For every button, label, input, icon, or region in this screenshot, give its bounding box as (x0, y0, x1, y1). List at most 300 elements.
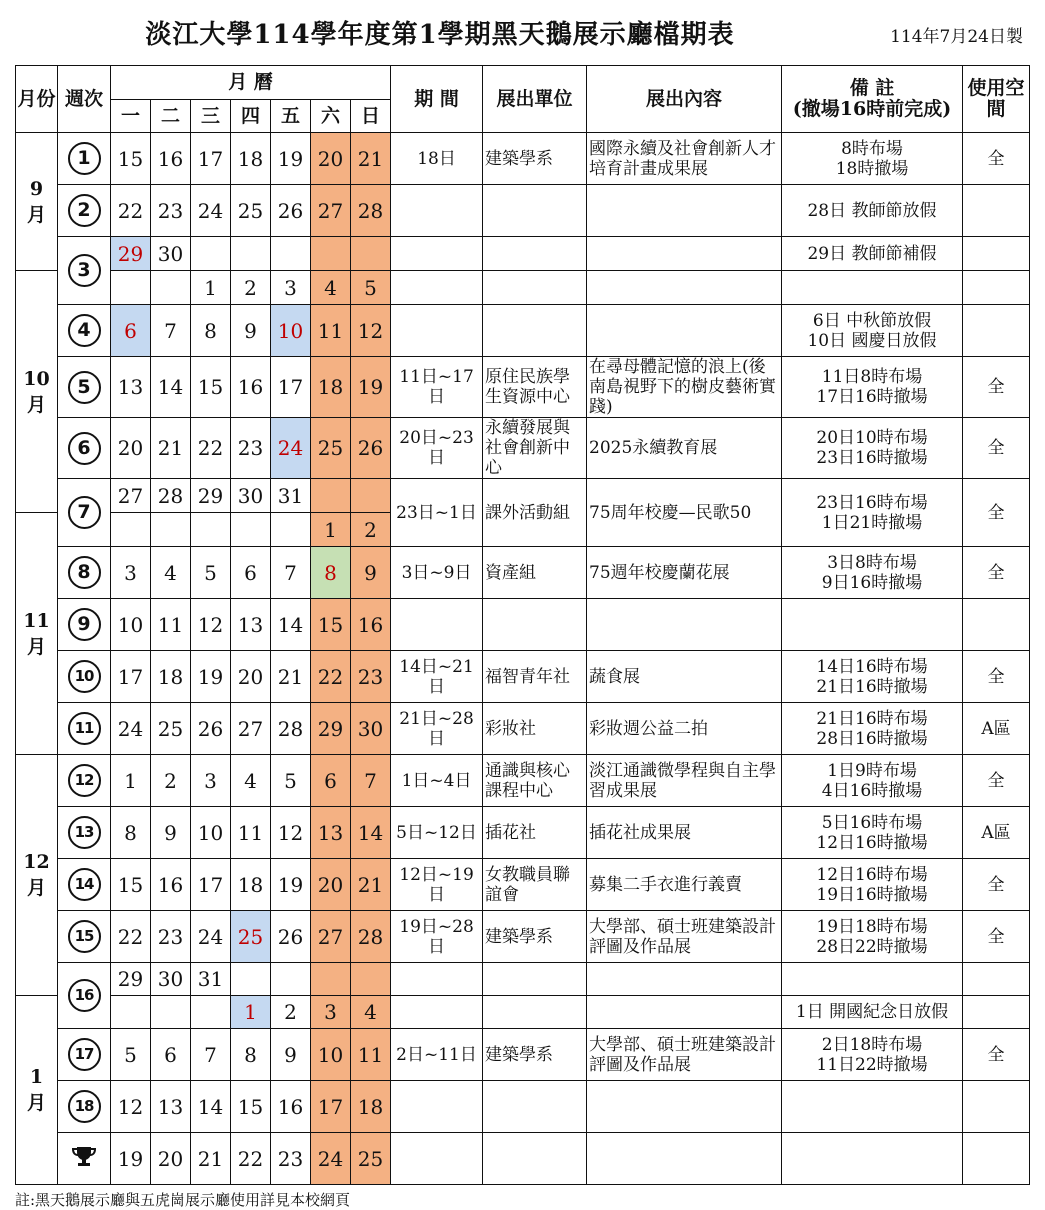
calendar-day: 11 (231, 807, 271, 859)
calendar-day: 16 (231, 357, 271, 418)
table-row (16, 755, 1030, 807)
week-number: 18 (68, 1090, 101, 1123)
space-cell: 全 (963, 357, 1030, 418)
space-cell (963, 305, 1030, 357)
week-cell (58, 599, 111, 651)
calendar-day: 7 (191, 1029, 231, 1081)
week-cell (58, 1081, 111, 1133)
week-cell (58, 547, 111, 599)
calendar-day (191, 237, 231, 271)
calendar-day: 3 (191, 755, 231, 807)
calendar-day: 18 (351, 1081, 391, 1133)
calendar-day (191, 996, 231, 1029)
calendar-day: 14 (191, 1081, 231, 1133)
calendar-day: 26 (351, 418, 391, 479)
calendar-day: 1 (191, 271, 231, 305)
calendar-day: 11 (351, 1029, 391, 1081)
period-cell (391, 271, 483, 305)
week-number: 7 (68, 496, 101, 529)
remark-cell: 21日16時布場 28日16時撤場 (782, 703, 963, 755)
calendar-day: 22 (311, 651, 351, 703)
week-cell (58, 859, 111, 911)
week-cell (58, 755, 111, 807)
unit-cell (483, 996, 587, 1029)
calendar-day: 11 (311, 305, 351, 357)
calendar-day (111, 513, 151, 547)
remark-cell (782, 599, 963, 651)
calendar-day (231, 963, 271, 996)
month-cell (16, 513, 58, 755)
calendar-day: 10 (191, 807, 231, 859)
footnote: 註:黑天鵝展示廳與五虎崗展示廳使用詳見本校網頁 (15, 1191, 351, 1209)
week-cell (58, 911, 111, 963)
calendar-day: 7 (351, 755, 391, 807)
week-number: 12 (68, 764, 101, 797)
calendar-day: 26 (271, 185, 311, 237)
calendar-day: 9 (231, 305, 271, 357)
week-cell (58, 305, 111, 357)
space-cell: A區 (963, 807, 1030, 859)
calendar-day: 31 (191, 963, 231, 996)
calendar-day: 23 (231, 418, 271, 479)
weekday-header: 四 (231, 100, 271, 133)
content-cell: 大學部、碩士班建築設計評圖及作品展 (587, 1029, 782, 1081)
remark-cell (782, 271, 963, 305)
content-cell: 淡江通識微學程與自主學習成果展 (587, 755, 782, 807)
remark-cell (782, 1081, 963, 1133)
calendar-day: 30 (151, 237, 191, 271)
calendar-day: 24 (191, 185, 231, 237)
month-label: 10 月 (23, 367, 50, 416)
unit-cell (483, 1081, 587, 1133)
content-cell: 彩妝週公益二拍 (587, 703, 782, 755)
week-cell (58, 1029, 111, 1081)
calendar-day: 20 (111, 418, 151, 479)
calendar-day: 18 (151, 651, 191, 703)
calendar-day: 27 (231, 703, 271, 755)
calendar-day: 23 (151, 911, 191, 963)
calendar-day: 24 (191, 911, 231, 963)
calendar-day: 21 (351, 133, 391, 185)
calendar-day: 15 (191, 357, 231, 418)
calendar-day (351, 237, 391, 271)
calendar-day: 14 (351, 807, 391, 859)
calendar-day: 7 (151, 305, 191, 357)
calendar-day: 16 (151, 133, 191, 185)
space-cell (963, 599, 1030, 651)
calendar-day (311, 237, 351, 271)
header-month: 月份 (16, 66, 58, 133)
calendar-day: 18 (231, 859, 271, 911)
calendar-day: 18 (231, 133, 271, 185)
period-cell: 19日~28日 (391, 911, 483, 963)
calendar-day: 23 (351, 651, 391, 703)
weekday-header: 日 (351, 100, 391, 133)
period-cell: 18日 (391, 133, 483, 185)
period-cell (391, 599, 483, 651)
weekday-header: 六 (311, 100, 351, 133)
content-cell: 75周年校慶—民歌50 (587, 479, 782, 547)
table-row (16, 418, 1030, 479)
week-number: 14 (68, 868, 101, 901)
calendar-day (351, 963, 391, 996)
month-label: 1 月 (26, 1066, 46, 1114)
calendar-day: 4 (311, 271, 351, 305)
calendar-day: 19 (271, 133, 311, 185)
remark-cell: 28日 教師節放假 (782, 185, 963, 237)
week-number: 13 (68, 816, 101, 849)
week-number: 8 (68, 556, 101, 589)
calendar-day: 17 (191, 133, 231, 185)
unit-cell: 福智青年社 (483, 651, 587, 703)
space-cell: 全 (963, 479, 1030, 547)
week-cell (58, 185, 111, 237)
calendar-day: 23 (151, 185, 191, 237)
month-label: 11 月 (23, 609, 50, 658)
calendar-day: 12 (191, 599, 231, 651)
calendar-day: 17 (191, 859, 231, 911)
calendar-day: 22 (191, 418, 231, 479)
calendar-day (311, 963, 351, 996)
week-cell (58, 418, 111, 479)
weekday-header: 一 (111, 100, 151, 133)
made-date: 114年7月24日製 (890, 27, 1023, 47)
calendar-day: 12 (111, 1081, 151, 1133)
table-row (16, 859, 1030, 911)
calendar-day (111, 271, 151, 305)
calendar-day: 25 (311, 418, 351, 479)
period-cell: 1日~4日 (391, 755, 483, 807)
table-row (16, 237, 1030, 271)
content-cell (587, 599, 782, 651)
table-row (16, 1029, 1030, 1081)
period-cell (391, 305, 483, 357)
calendar-day: 13 (151, 1081, 191, 1133)
calendar-day: 25 (231, 911, 271, 963)
calendar-day (271, 237, 311, 271)
content-cell: 大學部、碩士班建築設計評圖及作品展 (587, 911, 782, 963)
calendar-day: 8 (231, 1029, 271, 1081)
table-row (16, 911, 1030, 963)
period-cell (391, 1133, 483, 1185)
calendar-day: 5 (351, 271, 391, 305)
unit-cell (483, 599, 587, 651)
calendar-day: 28 (351, 911, 391, 963)
table-row (16, 357, 1030, 418)
content-cell (587, 963, 782, 996)
table-row (16, 479, 1030, 513)
calendar-day: 5 (111, 1029, 151, 1081)
calendar-day: 13 (311, 807, 351, 859)
calendar-day: 6 (151, 1029, 191, 1081)
remark-cell: 2日18時布場 11日22時撤場 (782, 1029, 963, 1081)
calendar-day: 6 (311, 755, 351, 807)
table-row (16, 703, 1030, 755)
unit-cell (483, 963, 587, 996)
space-cell: 全 (963, 911, 1030, 963)
week-cell (58, 133, 111, 185)
header-space: 使用空間 (963, 66, 1030, 133)
week-number: 5 (68, 371, 101, 404)
calendar-day: 16 (151, 859, 191, 911)
content-cell: 蔬食展 (587, 651, 782, 703)
calendar-day: 15 (311, 599, 351, 651)
content-cell (587, 237, 782, 271)
remark-cell: 19日18時布場 28日22時撤場 (782, 911, 963, 963)
unit-cell: 永續發展與社會創新中心 (483, 418, 587, 479)
calendar-day: 13 (231, 599, 271, 651)
calendar-day: 1 (231, 996, 271, 1029)
weekday-header: 二 (151, 100, 191, 133)
remark-cell: 1日9時布場 4日16時撤場 (782, 755, 963, 807)
calendar-day: 19 (351, 357, 391, 418)
unit-cell: 女教職員聯誼會 (483, 859, 587, 911)
calendar-day: 29 (191, 479, 231, 513)
calendar-day: 3 (311, 996, 351, 1029)
calendar-day: 19 (111, 1133, 151, 1185)
month-label: 12 月 (23, 851, 50, 899)
calendar-day: 9 (351, 547, 391, 599)
unit-cell: 資產組 (483, 547, 587, 599)
calendar-day: 8 (191, 305, 231, 357)
calendar-day: 14 (271, 599, 311, 651)
remark-cell: 20日10時布場 23日16時撤場 (782, 418, 963, 479)
calendar-day: 10 (271, 305, 311, 357)
table-row (16, 133, 1030, 185)
remark-cell: 11日8時布場 17日16時撤場 (782, 357, 963, 418)
space-cell: A區 (963, 703, 1030, 755)
table-row (16, 271, 1030, 305)
week-number: 15 (68, 920, 101, 953)
unit-cell: 建築學系 (483, 911, 587, 963)
remark-cell: 5日16時布場 12日16時撤場 (782, 807, 963, 859)
content-cell (587, 185, 782, 237)
table-row (16, 963, 1030, 996)
calendar-day: 31 (271, 479, 311, 513)
exhibition-schedule-table (15, 65, 1030, 1185)
weekday-header: 三 (191, 100, 231, 133)
week-number: 4 (68, 314, 101, 347)
unit-cell (483, 305, 587, 357)
content-cell (587, 305, 782, 357)
content-cell: 募集二手衣進行義賣 (587, 859, 782, 911)
unit-cell (483, 185, 587, 237)
trophy-icon (71, 1145, 97, 1167)
calendar-day (151, 996, 191, 1029)
space-cell: 全 (963, 859, 1030, 911)
calendar-day: 20 (311, 859, 351, 911)
content-cell (587, 1133, 782, 1185)
calendar-day: 20 (151, 1133, 191, 1185)
calendar-day: 22 (111, 911, 151, 963)
calendar-day: 23 (271, 1133, 311, 1185)
week-number: 1 (68, 142, 101, 175)
period-cell: 3日~9日 (391, 547, 483, 599)
week-cell (58, 479, 111, 547)
calendar-day: 30 (351, 703, 391, 755)
header-remark (782, 66, 963, 133)
table-row (16, 547, 1030, 599)
calendar-day (231, 237, 271, 271)
calendar-day: 27 (311, 185, 351, 237)
unit-cell: 插花社 (483, 807, 587, 859)
header-remark-title: 備 註 (849, 77, 895, 99)
calendar-day: 1 (311, 513, 351, 547)
table-row (16, 599, 1030, 651)
week-number: 16 (68, 979, 101, 1012)
calendar-day: 2 (231, 271, 271, 305)
unit-cell: 通識與核心課程中心 (483, 755, 587, 807)
space-cell: 全 (963, 651, 1030, 703)
calendar-day: 28 (271, 703, 311, 755)
header-period: 期 間 (391, 66, 483, 133)
calendar-day: 16 (271, 1081, 311, 1133)
week-cell (58, 651, 111, 703)
week-number: 9 (68, 608, 101, 641)
remark-cell: 14日16時布場 21日16時撤場 (782, 651, 963, 703)
period-cell: 14日~21日 (391, 651, 483, 703)
period-cell: 12日~19日 (391, 859, 483, 911)
calendar-day: 28 (351, 185, 391, 237)
calendar-day: 2 (151, 755, 191, 807)
week-number: 3 (68, 254, 101, 287)
week-cell (58, 1133, 111, 1185)
content-cell (587, 271, 782, 305)
table-row (16, 996, 1030, 1029)
calendar-day: 30 (231, 479, 271, 513)
period-cell (391, 963, 483, 996)
unit-cell: 建築學系 (483, 133, 587, 185)
calendar-day: 24 (271, 418, 311, 479)
calendar-day: 19 (191, 651, 231, 703)
table-row (16, 807, 1030, 859)
week-number: 6 (68, 432, 101, 465)
calendar-day (151, 513, 191, 547)
calendar-day: 22 (111, 185, 151, 237)
calendar-day: 25 (151, 703, 191, 755)
calendar-day: 22 (231, 1133, 271, 1185)
header-calendar: 月 曆 (111, 66, 391, 100)
table-row (16, 305, 1030, 357)
remark-cell (782, 963, 963, 996)
period-cell (391, 996, 483, 1029)
table-row (16, 1081, 1030, 1133)
month-cell (16, 271, 58, 513)
calendar-day: 12 (351, 305, 391, 357)
header-content: 展出內容 (587, 66, 782, 133)
calendar-day: 10 (311, 1029, 351, 1081)
space-cell (963, 185, 1030, 237)
calendar-day: 9 (271, 1029, 311, 1081)
calendar-day: 30 (151, 963, 191, 996)
space-cell: 全 (963, 1029, 1030, 1081)
unit-cell: 課外活動組 (483, 479, 587, 547)
period-cell: 20日~23日 (391, 418, 483, 479)
period-cell: 5日~12日 (391, 807, 483, 859)
month-cell (16, 996, 58, 1185)
weekday-header: 五 (271, 100, 311, 133)
remark-cell: 6日 中秋節放假 10日 國慶日放假 (782, 305, 963, 357)
space-cell: 全 (963, 755, 1030, 807)
calendar-day: 21 (191, 1133, 231, 1185)
calendar-day: 29 (311, 703, 351, 755)
calendar-day: 17 (311, 1081, 351, 1133)
space-cell (963, 1081, 1030, 1133)
calendar-day: 21 (351, 859, 391, 911)
unit-cell (483, 1133, 587, 1185)
calendar-day: 13 (111, 357, 151, 418)
content-cell (587, 1081, 782, 1133)
calendar-day: 27 (111, 479, 151, 513)
header-week: 週次 (58, 66, 111, 133)
calendar-day: 15 (111, 859, 151, 911)
week-cell (58, 807, 111, 859)
unit-cell: 建築學系 (483, 1029, 587, 1081)
month-label: 9 月 (26, 177, 46, 226)
calendar-day: 18 (311, 357, 351, 418)
calendar-day: 2 (351, 513, 391, 547)
calendar-day: 3 (271, 271, 311, 305)
calendar-day: 9 (151, 807, 191, 859)
week-number: 10 (68, 660, 101, 693)
space-cell: 全 (963, 133, 1030, 185)
calendar-day: 5 (191, 547, 231, 599)
calendar-day: 21 (271, 651, 311, 703)
week-number: 11 (68, 712, 101, 745)
table-row (16, 1133, 1030, 1185)
calendar-day: 17 (271, 357, 311, 418)
month-cell (16, 133, 58, 271)
calendar-day: 19 (271, 859, 311, 911)
calendar-day: 2 (271, 996, 311, 1029)
period-cell: 21日~28日 (391, 703, 483, 755)
week-cell (58, 237, 111, 305)
calendar-day: 4 (231, 755, 271, 807)
period-cell (391, 237, 483, 271)
calendar-day: 8 (311, 547, 351, 599)
unit-cell: 原住民族學生資源中心 (483, 357, 587, 418)
unit-cell (483, 237, 587, 271)
space-cell (963, 996, 1030, 1029)
calendar-day: 27 (311, 911, 351, 963)
space-cell: 全 (963, 547, 1030, 599)
calendar-day (351, 479, 391, 513)
calendar-day: 14 (151, 357, 191, 418)
header-remark-note: (撤場16時前完成) (792, 98, 952, 120)
content-cell: 75週年校慶蘭花展 (587, 547, 782, 599)
calendar-day: 8 (111, 807, 151, 859)
space-cell (963, 237, 1030, 271)
content-cell: 在尋母體記憶的浪上(後南島視野下的樹皮藝術實踐) (587, 357, 782, 418)
calendar-day: 28 (151, 479, 191, 513)
calendar-day (271, 963, 311, 996)
week-number: 17 (68, 1038, 101, 1071)
remark-cell: 8時布場 18時撤場 (782, 133, 963, 185)
period-cell (391, 1081, 483, 1133)
calendar-day: 24 (311, 1133, 351, 1185)
content-cell: 國際永續及社會創新人才培育計畫成果展 (587, 133, 782, 185)
content-cell (587, 996, 782, 1029)
week-number: 2 (68, 194, 101, 227)
remark-cell: 3日8時布場 9日16時撤場 (782, 547, 963, 599)
calendar-day: 4 (151, 547, 191, 599)
month-cell (16, 755, 58, 996)
period-cell: 23日~1日 (391, 479, 483, 547)
calendar-day: 29 (111, 237, 151, 271)
calendar-day: 6 (231, 547, 271, 599)
calendar-day (311, 479, 351, 513)
calendar-day: 3 (111, 547, 151, 599)
